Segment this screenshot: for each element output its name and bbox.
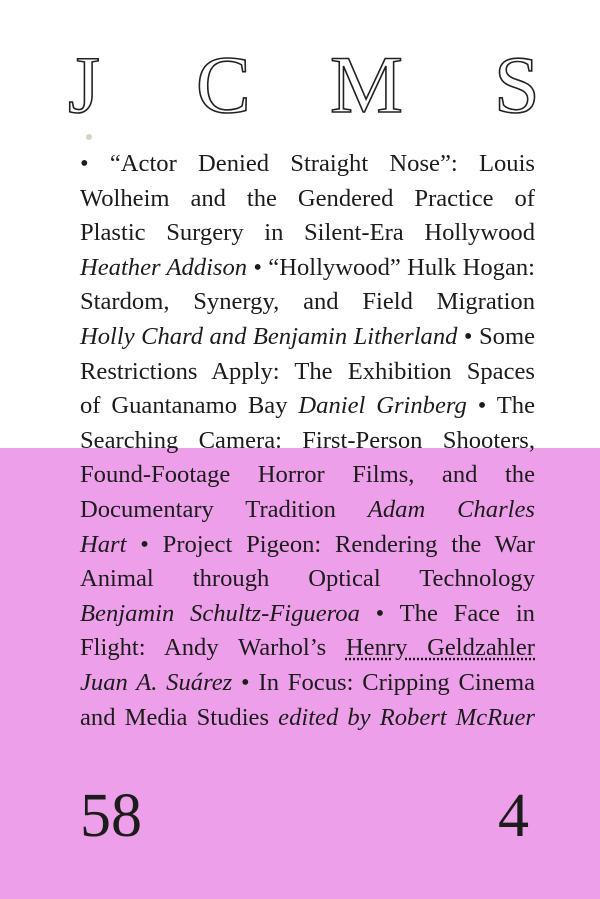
article-text: • “Actor Denied Straight Nose”: Louis: [80, 150, 535, 177]
contents-line: [80, 285, 535, 320]
contents-line: [80, 701, 535, 736]
contents-line: [80, 320, 535, 355]
author-name: Daniel Grinberg: [298, 392, 467, 420]
article-text: • Project Pigeon: Rendering the War: [126, 530, 535, 558]
masthead-letter: C: [196, 46, 251, 126]
article-text: Searching Camera: First-Person Shooters,: [80, 426, 535, 454]
article-text: Flight: Andy Warhol’s: [80, 634, 346, 662]
article-text: Plastic Surgery in Silent-Era Hollywood: [80, 219, 535, 247]
table-of-contents: [80, 147, 535, 735]
contents-line: [80, 424, 535, 459]
author-name: Holly Chard and Benjamin Litherland: [80, 322, 458, 350]
article-text: • In Focus: Cripping Cinema: [232, 668, 536, 696]
author-name: Adam Charles: [367, 495, 535, 523]
author-name: Heather Addison: [80, 253, 248, 281]
issue-number: 4: [498, 782, 529, 850]
contents-line: [80, 597, 535, 632]
contents-line: [80, 493, 535, 528]
article-text: • The: [466, 392, 535, 420]
journal-masthead: [0, 46, 600, 126]
masthead-letter: S: [494, 46, 540, 126]
article-text: Wolheim and the Gendered Practice of: [80, 184, 535, 212]
contents-line: [80, 528, 535, 563]
contents-line: [80, 666, 535, 701]
article-text: • Some: [457, 322, 535, 350]
print-speck: [86, 134, 92, 140]
contents-line: [80, 631, 535, 666]
author-name: Benjamin Schultz-Figueroa: [80, 599, 360, 627]
article-text: Stardom, Synergy, and Field Migration: [80, 288, 535, 316]
volume-number: 58: [80, 782, 142, 850]
article-text: Found-Footage Horror Films, and the: [80, 461, 535, 489]
author-name: Juan A. Suárez: [80, 668, 233, 696]
article-text: and Media Studies: [80, 703, 279, 731]
author-name: Hart: [80, 530, 127, 558]
article-text: of Guantanamo Bay: [80, 392, 299, 420]
masthead-letter: M: [330, 46, 403, 126]
article-text: • “Hollywood” Hulk Hogan:: [247, 253, 535, 281]
contents-line: [80, 251, 535, 286]
article-text: • The Face in: [359, 599, 535, 627]
article-text: Documentary Tradition: [80, 495, 368, 523]
contents-line: [80, 458, 535, 493]
contents-line: [80, 355, 535, 390]
contents-line: [80, 147, 535, 182]
contents-line: [80, 182, 535, 217]
article-text: Animal through Optical Technology: [80, 565, 535, 593]
contents-line: [80, 389, 535, 424]
article-text: Restrictions Apply: The Exhibition Spaces: [80, 357, 535, 385]
contents-line: [80, 216, 535, 251]
masthead-letter: J: [68, 46, 100, 126]
contents-line: [80, 562, 535, 597]
article-text: Henry Geldzahler: [345, 634, 535, 662]
author-name: edited by Robert McRuer: [278, 703, 535, 731]
